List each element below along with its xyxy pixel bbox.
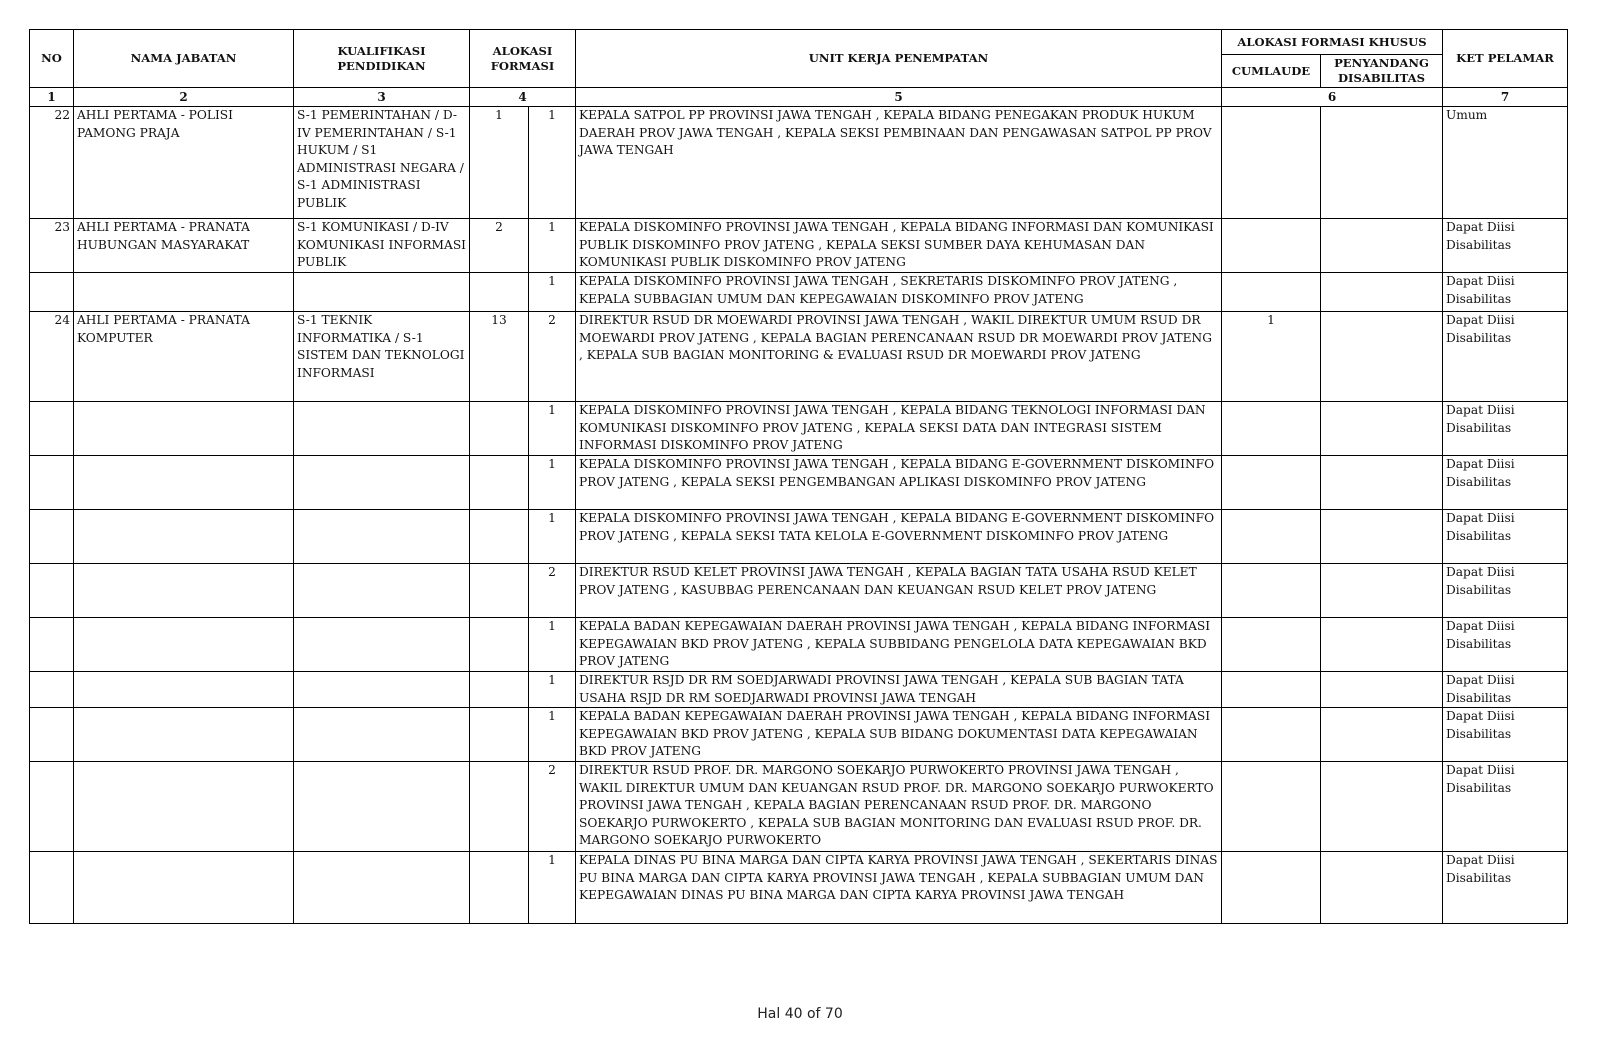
kualifikasi-cell: [294, 618, 470, 672]
row-number: [30, 402, 74, 456]
kualifikasi-cell: [294, 672, 470, 708]
ket-pelamar-cell: Dapat Diisi Disabilitas: [1443, 510, 1568, 564]
unit-kerja-cell: KEPALA DISKOMINFO PROVINSI JAWA TENGAH , KEPALA BIDANG INFORMASI DAN KOMUNIKASI PUBLIK DISKOMINFO PROV JATENG , KEPALA SEKSI SUMBER DAYA KEHUMASAN DAN KOMUNIKASI PUBLIK DISKOMINFO PROV JATENG: [576, 219, 1222, 273]
unit-kerja-cell: KEPALA SATPOL PP PROVINSI JAWA TENGAH , KEPALA BIDANG PENEGAKAN PRODUK HUKUM DAERAH PROV JAWA TENGAH , KEPALA SEKSI PEMBINAAN DAN PENGAWASAN SATPOL PP PROV JAWA TENGAH: [576, 107, 1222, 219]
table-row: [30, 312, 1568, 402]
nama-jabatan-cell: [74, 618, 294, 672]
disabilitas-cell: [1321, 618, 1443, 672]
col-alokasi-header: ALOKASI FORMASI: [470, 30, 576, 88]
kualifikasi-cell: [294, 852, 470, 924]
row-number: [30, 672, 74, 708]
alokasi-total-cell: [470, 273, 529, 312]
row-number: [30, 564, 74, 618]
col-number: 7: [1443, 88, 1568, 107]
col-number: 4: [470, 88, 576, 107]
ket-pelamar-cell: Dapat Diisi Disabilitas: [1443, 456, 1568, 510]
kualifikasi-cell: [294, 708, 470, 762]
nama-jabatan-cell: [74, 708, 294, 762]
kualifikasi-cell: [294, 456, 470, 510]
nama-jabatan-cell: AHLI PERTAMA - PRANATA KOMPUTER: [74, 312, 294, 402]
cumlaude-cell: [1222, 402, 1321, 456]
col-penyandang-header: PENYANDANG DISABILITAS: [1321, 55, 1443, 88]
ket-pelamar-cell: Dapat Diisi Disabilitas: [1443, 312, 1568, 402]
col-cumlaude-header: CUMLAUDE: [1222, 55, 1321, 88]
unit-kerja-cell: KEPALA DINAS PU BINA MARGA DAN CIPTA KARYA PROVINSI JAWA TENGAH , SEKERTARIS DINAS PU BINA MARGA DAN CIPTA KARYA PROVINSI JAWA TENGAH , KEPALA SUBBAGIAN UMUM DAN KEPEGAWAIAN DINAS PU BINA MARGA DAN CIPTA KARYA PROVINSI JAWA TENGAH: [576, 852, 1222, 924]
nama-jabatan-cell: [74, 402, 294, 456]
col-unit-kerja-header: UNIT KERJA PENEMPATAN: [576, 30, 1222, 88]
disabilitas-cell: [1321, 672, 1443, 708]
alokasi-total-cell: [470, 618, 529, 672]
row-number: [30, 273, 74, 312]
table-row: [30, 107, 1568, 219]
kualifikasi-cell: S-1 TEKNIK INFORMATIKA / S-1 SISTEM DAN TEKNOLOGI INFORMASI: [294, 312, 470, 402]
alokasi-cell: 1: [529, 510, 576, 564]
kualifikasi-cell: S-1 KOMUNIKASI / D-IV KOMUNIKASI INFORMASI PUBLIK: [294, 219, 470, 273]
disabilitas-cell: [1321, 456, 1443, 510]
cumlaude-cell: [1222, 708, 1321, 762]
nama-jabatan-cell: [74, 762, 294, 852]
cumlaude-cell: [1222, 456, 1321, 510]
row-number: [30, 708, 74, 762]
alokasi-cell: 1: [529, 107, 576, 219]
alokasi-cell: 2: [529, 312, 576, 402]
alokasi-cell: 2: [529, 762, 576, 852]
alokasi-total-cell: [470, 510, 529, 564]
unit-kerja-cell: KEPALA BADAN KEPEGAWAIAN DAERAH PROVINSI JAWA TENGAH , KEPALA BIDANG INFORMASI KEPEGAWAIAN BKD PROV JATENG , KEPALA SUB BIDANG DOKUMENTASI DATA KEPEGAWAIAN BKD PROV JATENG: [576, 708, 1222, 762]
kualifikasi-cell: [294, 510, 470, 564]
disabilitas-cell: [1321, 312, 1443, 402]
alokasi-total-cell: [470, 456, 529, 510]
alokasi-total-cell: [470, 708, 529, 762]
col-number: 6: [1222, 88, 1443, 107]
table-row: [30, 402, 1568, 456]
disabilitas-cell: [1321, 510, 1443, 564]
disabilitas-cell: [1321, 402, 1443, 456]
alokasi-cell: 1: [529, 672, 576, 708]
ket-pelamar-cell: Dapat Diisi Disabilitas: [1443, 762, 1568, 852]
alokasi-cell: 1: [529, 402, 576, 456]
page-number: Hal 40 of 70: [757, 1006, 843, 1022]
table-row: [30, 510, 1568, 564]
alokasi-cell: 1: [529, 273, 576, 312]
table-row: [30, 618, 1568, 672]
cumlaude-cell: [1222, 107, 1321, 219]
row-number: [30, 618, 74, 672]
kualifikasi-cell: [294, 762, 470, 852]
ket-pelamar-cell: Dapat Diisi Disabilitas: [1443, 852, 1568, 924]
row-number: [30, 510, 74, 564]
alokasi-cell: 1: [529, 708, 576, 762]
ket-pelamar-cell: Dapat Diisi Disabilitas: [1443, 618, 1568, 672]
alokasi-total-cell: 1: [470, 107, 529, 219]
kualifikasi-cell: [294, 402, 470, 456]
col-number: 1: [30, 88, 74, 107]
alokasi-total-cell: [470, 852, 529, 924]
table-row: [30, 708, 1568, 762]
unit-kerja-cell: DIREKTUR RSUD KELET PROVINSI JAWA TENGAH , KEPALA BAGIAN TATA USAHA RSUD KELET PROV JATENG , KASUBBAG PERENCANAAN DAN KEUANGAN RSUD KELET PROV JATENG: [576, 564, 1222, 618]
kualifikasi-cell: [294, 564, 470, 618]
disabilitas-cell: [1321, 219, 1443, 273]
table-row: [30, 456, 1568, 510]
nama-jabatan-cell: [74, 273, 294, 312]
cumlaude-cell: [1222, 672, 1321, 708]
ket-pelamar-cell: Dapat Diisi Disabilitas: [1443, 708, 1568, 762]
row-number: 23: [30, 219, 74, 273]
alokasi-cell: 1: [529, 852, 576, 924]
cumlaude-cell: [1222, 762, 1321, 852]
table-row: [30, 852, 1568, 924]
disabilitas-cell: [1321, 107, 1443, 219]
disabilitas-cell: [1321, 564, 1443, 618]
kualifikasi-cell: S-1 PEMERINTAHAN / D-IV PEMERINTAHAN / S-1 HUKUM / S1 ADMINISTRASI NEGARA / S-1 ADMINISTRASI PUBLIK: [294, 107, 470, 219]
table-body: [30, 107, 1568, 924]
table-row: [30, 762, 1568, 852]
alokasi-cell: 1: [529, 456, 576, 510]
table-row: [30, 672, 1568, 708]
nama-jabatan-cell: AHLI PERTAMA - POLISI PAMONG PRAJA: [74, 107, 294, 219]
disabilitas-cell: [1321, 762, 1443, 852]
unit-kerja-cell: DIREKTUR RSUD PROF. DR. MARGONO SOEKARJO PURWOKERTO PROVINSI JAWA TENGAH , WAKIL DIREKTUR UMUM DAN KEUANGAN RSUD PROF. DR. MARGONO SOEKARJO PURWOKERTO PROVINSI JAWA TENGAH , KEPALA BAGIAN PERENCANAAN RSUD PROF. DR. MARGONO SOEKARJO PURWOKERTO , KEPALA SUB BAGIAN MONITORING DAN EVALUASI RSUD PROF. DR. MARGONO SOEKARJO PURWOKERTO: [576, 762, 1222, 852]
alokasi-total-cell: [470, 762, 529, 852]
ket-pelamar-cell: Dapat Diisi Disabilitas: [1443, 402, 1568, 456]
ket-pelamar-cell: Dapat Diisi Disabilitas: [1443, 219, 1568, 273]
col-number: 3: [294, 88, 470, 107]
alokasi-total-cell: 2: [470, 219, 529, 273]
nama-jabatan-cell: [74, 564, 294, 618]
unit-kerja-cell: DIREKTUR RSJD DR RM SOEDJARWADI PROVINSI JAWA TENGAH , KEPALA SUB BAGIAN TATA USAHA RSJD DR RM SOEDJARWADI PROVINSI JAWA TENGAH: [576, 672, 1222, 708]
col-number: 2: [74, 88, 294, 107]
col-alokasi-khusus-header: ALOKASI FORMASI KHUSUS: [1222, 30, 1443, 55]
unit-kerja-cell: KEPALA DISKOMINFO PROVINSI JAWA TENGAH , KEPALA BIDANG E-GOVERNMENT DISKOMINFO PROV JATENG , KEPALA SEKSI TATA KELOLA E-GOVERNMENT DISKOMINFO PROV JATENG: [576, 510, 1222, 564]
row-number: 22: [30, 107, 74, 219]
cumlaude-cell: [1222, 219, 1321, 273]
nama-jabatan-cell: [74, 672, 294, 708]
nama-jabatan-cell: [74, 852, 294, 924]
cumlaude-cell: 1: [1222, 312, 1321, 402]
kualifikasi-cell: [294, 273, 470, 312]
alokasi-total-cell: 13: [470, 312, 529, 402]
unit-kerja-cell: DIREKTUR RSUD DR MOEWARDI PROVINSI JAWA TENGAH , WAKIL DIREKTUR UMUM RSUD DR MOEWARDI PROV JATENG , KEPALA BAGIAN PERENCANAAN RSUD DR MOEWARDI PROV JATENG , KEPALA SUB BAGIAN MONITORING & EVALUASI RSUD DR MOEWARDI PROV JATENG: [576, 312, 1222, 402]
unit-kerja-cell: KEPALA DISKOMINFO PROVINSI JAWA TENGAH , KEPALA BIDANG E-GOVERNMENT DISKOMINFO PROV JATENG , KEPALA SEKSI PENGEMBANGAN APLIKASI DISKOMINFO PROV JATENG: [576, 456, 1222, 510]
alokasi-cell: 1: [529, 219, 576, 273]
row-number: [30, 852, 74, 924]
ket-pelamar-cell: Dapat Diisi Disabilitas: [1443, 672, 1568, 708]
alokasi-cell: 2: [529, 564, 576, 618]
col-number: 5: [576, 88, 1222, 107]
nama-jabatan-cell: AHLI PERTAMA - PRANATA HUBUNGAN MASYARAKAT: [74, 219, 294, 273]
table-row: [30, 273, 1568, 312]
alokasi-total-cell: [470, 672, 529, 708]
disabilitas-cell: [1321, 852, 1443, 924]
formasi-table: [29, 29, 1568, 924]
col-no-header: NO: [30, 30, 74, 88]
nama-jabatan-cell: [74, 510, 294, 564]
unit-kerja-cell: KEPALA DISKOMINFO PROVINSI JAWA TENGAH , SEKRETARIS DISKOMINFO PROV JATENG , KEPALA SUBBAGIAN UMUM DAN KEPEGAWAIAN DISKOMINFO PROV JATENG: [576, 273, 1222, 312]
alokasi-total-cell: [470, 402, 529, 456]
disabilitas-cell: [1321, 273, 1443, 312]
unit-kerja-cell: KEPALA DISKOMINFO PROVINSI JAWA TENGAH , KEPALA BIDANG TEKNOLOGI INFORMASI DAN KOMUNIKASI DISKOMINFO PROV JATENG , KEPALA SEKSI DATA DAN INTEGRASI SISTEM INFORMASI DISKOMINFO PROV JATENG: [576, 402, 1222, 456]
unit-kerja-cell: KEPALA BADAN KEPEGAWAIAN DAERAH PROVINSI JAWA TENGAH , KEPALA BIDANG INFORMASI KEPEGAWAIAN BKD PROV JATENG , KEPALA SUBBIDANG PENGELOLA DATA KEPEGAWAIAN BKD PROV JATENG: [576, 618, 1222, 672]
col-kualifikasi-header: KUALIFIKASI PENDIDIKAN: [294, 30, 470, 88]
ket-pelamar-cell: Dapat Diisi Disabilitas: [1443, 273, 1568, 312]
col-nama-jabatan-header: NAMA JABATAN: [74, 30, 294, 88]
row-number: [30, 762, 74, 852]
cumlaude-cell: [1222, 618, 1321, 672]
cumlaude-cell: [1222, 564, 1321, 618]
table-row: [30, 219, 1568, 273]
col-ket-header: KET PELAMAR: [1443, 30, 1568, 88]
row-number: 24: [30, 312, 74, 402]
nama-jabatan-cell: [74, 456, 294, 510]
alokasi-total-cell: [470, 564, 529, 618]
cumlaude-cell: [1222, 273, 1321, 312]
disabilitas-cell: [1321, 708, 1443, 762]
cumlaude-cell: [1222, 852, 1321, 924]
ket-pelamar-cell: Dapat Diisi Disabilitas: [1443, 564, 1568, 618]
row-number: [30, 456, 74, 510]
ket-pelamar-cell: Umum: [1443, 107, 1568, 219]
cumlaude-cell: [1222, 510, 1321, 564]
alokasi-cell: 1: [529, 618, 576, 672]
table-row: [30, 564, 1568, 618]
